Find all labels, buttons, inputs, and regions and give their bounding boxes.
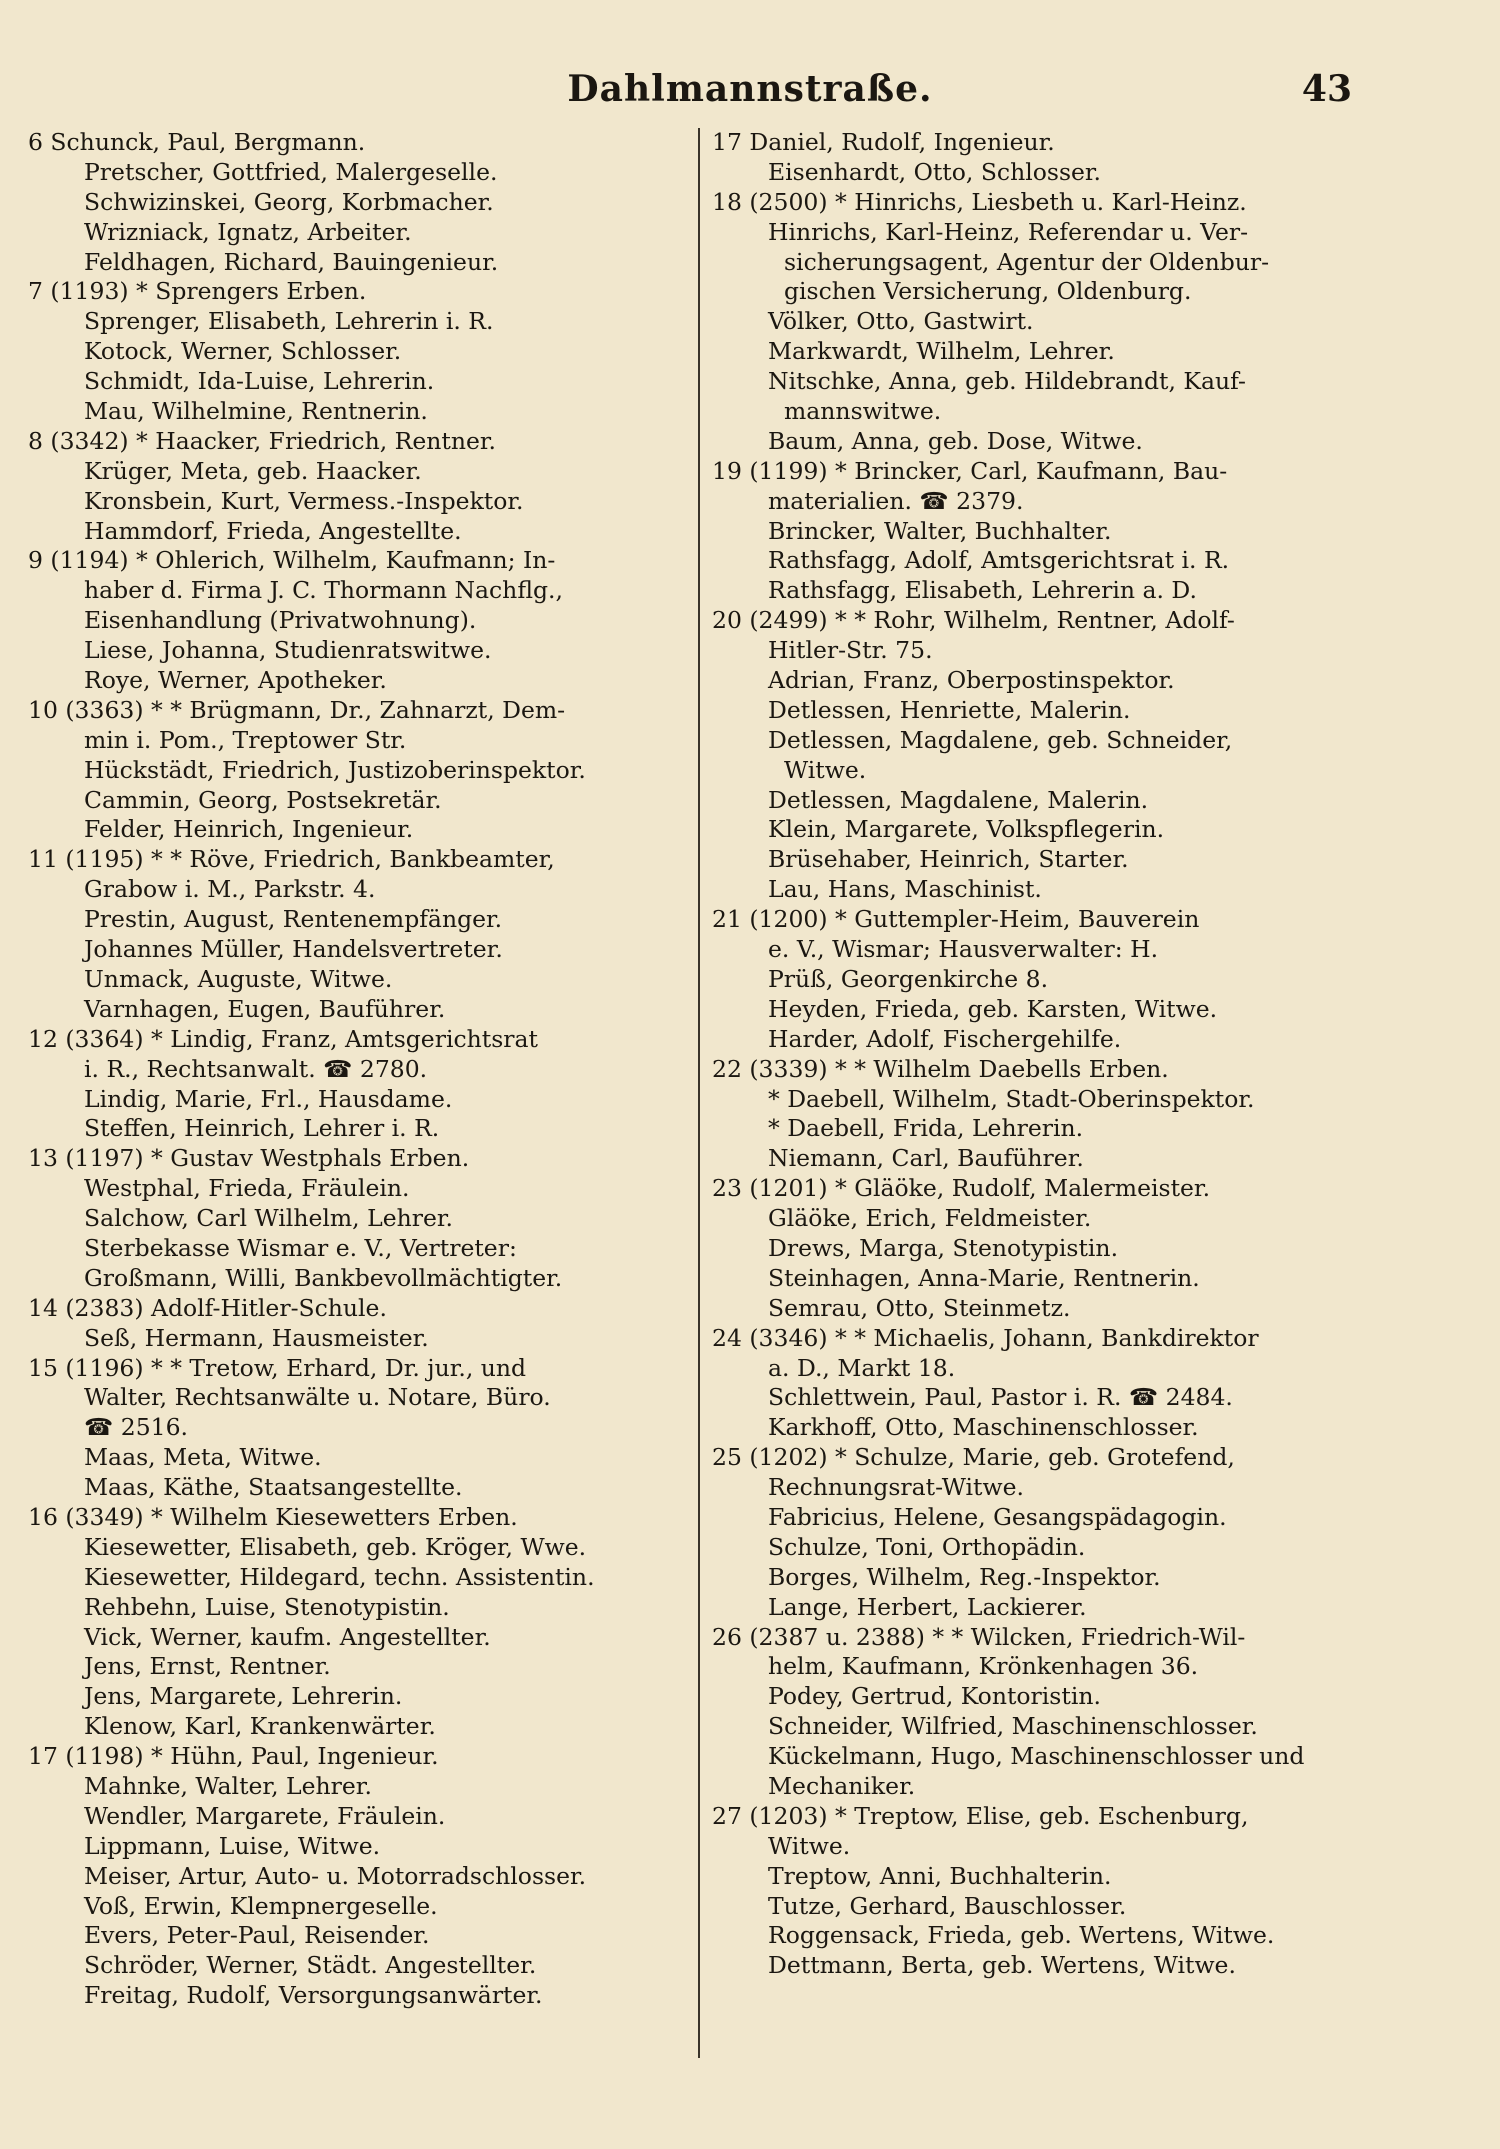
directory-line: helm, Kaufmann, Krönkenhagen 36. (768, 1652, 1199, 1681)
directory-line: Tutze, Gerhard, Bauschlosser. (768, 1891, 1127, 1920)
directory-line: Schlettwein, Paul, Pastor i. R. ☎ 2484. (768, 1383, 1233, 1412)
directory-line: Witwe. (768, 1831, 851, 1860)
directory-line: Markwardt, Wilhelm, Lehrer. (768, 337, 1115, 366)
directory-line: Feldhagen, Richard, Bauingenieur. (84, 247, 499, 276)
directory-line: Kiesewetter, Elisabeth, geb. Kröger, Wwe. (84, 1532, 587, 1561)
directory-line: * Daebell, Wilhelm, Stadt-Oberinspektor. (768, 1084, 1255, 1113)
directory-line: Detlessen, Magdalene, Malerin. (768, 785, 1149, 814)
directory-line: Hinrichs, Karl-Heinz, Referendar u. Ver- (768, 217, 1249, 246)
right-column (712, 128, 1377, 1981)
directory-line: 26 (2387 u. 2388) * * Wilcken, Friedrich-Wil- (712, 1622, 1246, 1651)
directory-line: Pretscher, Gottfried, Malergeselle. (84, 157, 498, 186)
directory-line: Gläöke, Erich, Feldmeister. (768, 1204, 1092, 1233)
directory-line: Johannes Müller, Handelsvertreter. (84, 935, 503, 964)
directory-line: Grabow i. M., Parkstr. 4. (84, 875, 376, 904)
directory-line: Salchow, Carl Wilhelm, Lehrer. (84, 1204, 454, 1233)
directory-line: Roye, Werner, Apotheker. (84, 666, 387, 695)
directory-line: Sterbekasse Wismar e. V., Vertreter: (84, 1233, 517, 1262)
page-header (0, 68, 1500, 118)
directory-line: Jens, Margarete, Lehrerin. (84, 1682, 403, 1711)
directory-line: Varnhagen, Eugen, Bauführer. (84, 994, 446, 1023)
directory-line: Hammdorf, Frieda, Angestellte. (84, 516, 462, 545)
directory-line: Rechnungsrat-Witwe. (768, 1473, 1024, 1502)
directory-line: 13 (1197) * Gustav Westphals Erben. (28, 1144, 470, 1173)
directory-line: Mau, Wilhelmine, Rentnerin. (84, 397, 428, 426)
directory-line: sicherungsagent, Agentur der Oldenbur- (784, 247, 1270, 276)
directory-line: Lau, Hans, Maschinist. (768, 875, 1042, 904)
column-divider (698, 128, 700, 2058)
directory-line: Mahnke, Walter, Lehrer. (84, 1771, 372, 1800)
directory-line: Eisenhardt, Otto, Schlosser. (768, 157, 1102, 186)
directory-line: 24 (3346) * * Michaelis, Johann, Bankdirektor (712, 1323, 1259, 1352)
directory-line: Eisenhandlung (Privatwohnung). (84, 606, 477, 635)
directory-line: Rehbehn, Luise, Stenotypistin. (84, 1592, 450, 1621)
directory-line: 8 (3342) * Haacker, Friedrich, Rentner. (28, 426, 497, 455)
directory-line: Jens, Ernst, Rentner. (84, 1652, 331, 1681)
directory-line: min i. Pom., Treptower Str. (84, 725, 407, 754)
directory-line: 15 (1196) * * Tretow, Erhard, Dr. jur., und (28, 1353, 527, 1382)
directory-line: 14 (2383) Adolf-Hitler-Schule. (28, 1293, 387, 1322)
directory-line: 7 (1193) * Sprengers Erben. (28, 277, 367, 306)
directory-line: Wrizniack, Ignatz, Arbeiter. (84, 217, 412, 246)
directory-line: Roggensack, Frieda, geb. Wertens, Witwe. (768, 1921, 1275, 1950)
directory-line: Lindig, Marie, Frl., Hausdame. (84, 1084, 453, 1113)
directory-line: 21 (1200) * Guttempler-Heim, Bauverein (712, 905, 1200, 934)
directory-line: Detlessen, Magdalene, geb. Schneider, (768, 725, 1233, 754)
directory-line: 20 (2499) * * Rohr, Wilhelm, Rentner, Adolf- (712, 606, 1235, 635)
directory-line: Schröder, Werner, Städt. Angestellter. (84, 1951, 537, 1980)
directory-line: Baum, Anna, geb. Dose, Witwe. (768, 426, 1143, 455)
directory-line: Klein, Margarete, Volkspflegerin. (768, 815, 1165, 844)
directory-line: Lippmann, Luise, Witwe. (84, 1831, 381, 1860)
directory-line: ☎ 2516. (84, 1413, 189, 1442)
directory-line: Wendler, Margarete, Fräulein. (84, 1801, 446, 1830)
directory-line: Seß, Hermann, Hausmeister. (84, 1323, 429, 1352)
directory-line: Semrau, Otto, Steinmetz. (768, 1293, 1071, 1322)
directory-line: a. D., Markt 18. (768, 1353, 956, 1382)
page-number: 43 (1301, 68, 1352, 110)
directory-line: 16 (3349) * Wilhelm Kiesewetters Erben. (28, 1502, 518, 1531)
directory-line: Witwe. (784, 755, 867, 784)
directory-line: 23 (1201) * Gläöke, Rudolf, Malermeister. (712, 1174, 1211, 1203)
directory-line: Völker, Otto, Gastwirt. (768, 307, 1034, 336)
directory-line: Mechaniker. (768, 1771, 916, 1800)
directory-line: Schulze, Toni, Orthopädin. (768, 1532, 1086, 1561)
directory-line: Detlessen, Henriette, Malerin. (768, 695, 1131, 724)
directory-line: Kückelmann, Hugo, Maschinenschlosser und (768, 1742, 1305, 1771)
directory-line: e. V., Wismar; Hausverwalter: H. (768, 935, 1159, 964)
directory-line: Maas, Meta, Witwe. (84, 1443, 322, 1472)
directory-line: Schwizinskei, Georg, Korbmacher. (84, 187, 494, 216)
directory-line: 17 Daniel, Rudolf, Ingenieur. (712, 128, 1055, 156)
directory-line: 25 (1202) * Schulze, Marie, geb. Grotefend, (712, 1443, 1235, 1472)
directory-line: Klenow, Karl, Krankenwärter. (84, 1712, 436, 1741)
directory-line: 18 (2500) * Hinrichs, Liesbeth u. Karl-Heinz. (712, 187, 1247, 216)
directory-line: Podey, Gertrud, Kontoristin. (768, 1682, 1101, 1711)
directory-line: Großmann, Willi, Bankbevollmächtigter. (84, 1263, 563, 1292)
directory-line: Cammin, Georg, Postsekretär. (84, 785, 442, 814)
directory-line: Rathsfagg, Adolf, Amtsgerichtsrat i. R. (768, 546, 1230, 575)
directory-line: Unmack, Auguste, Witwe. (84, 964, 393, 993)
directory-line: 17 (1198) * Hühn, Paul, Ingenieur. (28, 1742, 439, 1771)
directory-line: materialien. ☎ 2379. (768, 486, 1024, 515)
directory-line: Liese, Johanna, Studienratswitwe. (84, 636, 492, 665)
directory-line: Vick, Werner, kaufm. Angestellter. (84, 1622, 491, 1651)
directory-line: 22 (3339) * * Wilhelm Daebells Erben. (712, 1054, 1169, 1083)
directory-line: Karkhoff, Otto, Maschinenschlosser. (768, 1413, 1199, 1442)
directory-line: 11 (1195) * * Röve, Friedrich, Bankbeamter, (28, 845, 555, 874)
directory-line: Niemann, Carl, Bauführer. (768, 1144, 1084, 1173)
directory-line: Heyden, Frieda, geb. Karsten, Witwe. (768, 994, 1218, 1023)
directory-line: Schmidt, Ida-Luise, Lehrerin. (84, 367, 435, 396)
directory-line: mannswitwe. (784, 397, 942, 426)
directory-line: Schneider, Wilfried, Maschinenschlosser. (768, 1712, 1258, 1741)
directory-line: Brincker, Walter, Buchhalter. (768, 516, 1112, 545)
directory-line: Brüsehaber, Heinrich, Starter. (768, 845, 1129, 874)
directory-line: 27 (1203) * Treptow, Elise, geb. Eschenburg, (712, 1801, 1249, 1830)
directory-line: Hückstädt, Friedrich, Justizoberinspektor. (84, 755, 586, 784)
directory-line: Harder, Adolf, Fischergehilfe. (768, 1024, 1122, 1053)
directory-line: * Daebell, Frida, Lehrerin. (768, 1114, 1084, 1143)
directory-line: 10 (3363) * * Brügmann, Dr., Zahnarzt, Dem- (28, 695, 566, 724)
directory-line: Westphal, Frieda, Fräulein. (84, 1174, 410, 1203)
directory-line: Kotock, Werner, Schlosser. (84, 337, 402, 366)
directory-line: Felder, Heinrich, Ingenieur. (84, 815, 414, 844)
directory-line: Kiesewetter, Hildegard, techn. Assistentin. (84, 1562, 595, 1591)
directory-line: gischen Versicherung, Oldenburg. (784, 277, 1192, 306)
directory-line: Evers, Peter-Paul, Reisender. (84, 1921, 430, 1950)
directory-line: Prestin, August, Rentenempfänger. (84, 905, 503, 934)
directory-line: Lange, Herbert, Lackierer. (768, 1592, 1087, 1621)
directory-line: Prüß, Georgenkirche 8. (768, 964, 1049, 993)
directory-line: Nitschke, Anna, geb. Hildebrandt, Kauf- (768, 367, 1246, 396)
directory-line: Drews, Marga, Stenotypistin. (768, 1233, 1119, 1262)
directory-line: i. R., Rechtsanwalt. ☎ 2780. (84, 1054, 428, 1083)
page-title: Dahlmannstraße. (567, 68, 933, 110)
directory-line: Dettmann, Berta, geb. Wertens, Witwe. (768, 1951, 1236, 1980)
directory-line: Adrian, Franz, Oberpostinspektor. (768, 666, 1175, 695)
directory-line: haber d. Firma J. C. Thormann Nachflg., (84, 576, 563, 605)
directory-line: Steinhagen, Anna-Marie, Rentnerin. (768, 1263, 1200, 1292)
directory-line: Freitag, Rudolf, Versorgungsanwärter. (84, 1981, 543, 2010)
directory-line: 19 (1199) * Brincker, Carl, Kaufmann, Bau- (712, 456, 1228, 485)
directory-line: Sprenger, Elisabeth, Lehrerin i. R. (84, 307, 494, 336)
directory-line: 9 (1194) * Ohlerich, Wilhelm, Kaufmann; In- (28, 546, 556, 575)
directory-line: 6 Schunck, Paul, Bergmann. (28, 128, 366, 156)
directory-line: 12 (3364) * Lindig, Franz, Amtsgerichtsrat (28, 1024, 538, 1053)
left-column (28, 128, 678, 2011)
directory-line: Voß, Erwin, Klempnergeselle. (84, 1891, 438, 1920)
directory-line: Rathsfagg, Elisabeth, Lehrerin a. D. (768, 576, 1197, 605)
directory-line: Maas, Käthe, Staatsangestellte. (84, 1473, 463, 1502)
directory-line: Krüger, Meta, geb. Haacker. (84, 456, 422, 485)
directory-line: Walter, Rechtsanwälte u. Notare, Büro. (84, 1383, 551, 1412)
directory-line: Meiser, Artur, Auto- u. Motorradschlosser. (84, 1861, 587, 1890)
directory-line: Hitler-Str. 75. (768, 636, 933, 665)
directory-line: Kronsbein, Kurt, Vermess.-Inspektor. (84, 486, 524, 515)
directory-line: Steffen, Heinrich, Lehrer i. R. (84, 1114, 440, 1143)
directory-line: Borges, Wilhelm, Reg.-Inspektor. (768, 1562, 1161, 1591)
directory-line: Treptow, Anni, Buchhalterin. (768, 1861, 1112, 1890)
directory-line: Fabricius, Helene, Gesangspädagogin. (768, 1502, 1227, 1531)
